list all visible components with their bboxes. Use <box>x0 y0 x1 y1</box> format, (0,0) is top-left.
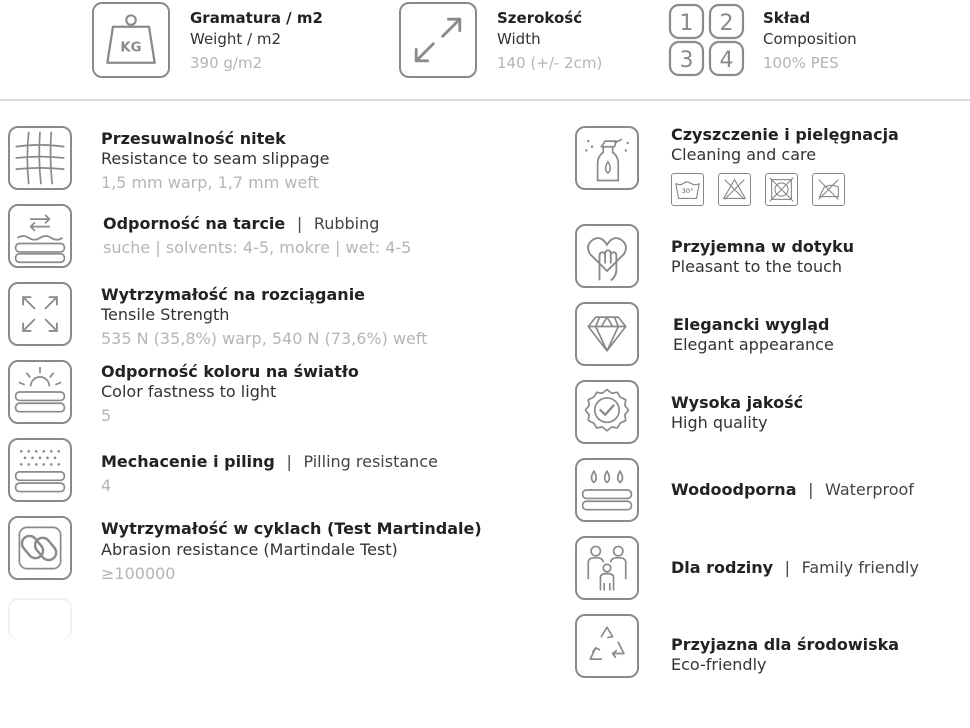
touch-subtitle: Pleasant to the touch <box>671 257 843 276</box>
weight-subtitle: Weight / m2 <box>190 30 282 48</box>
eco-title: Przyjazna dla środowiska <box>671 635 900 654</box>
pilling-value: 4 <box>101 476 112 495</box>
kg-weight-icon <box>92 2 170 78</box>
no-iron-icon <box>812 173 845 206</box>
slippage-value: 1,5 mm warp, 1,7 mm weft <box>101 173 319 192</box>
elegant-title: Elegancki wygląd <box>673 315 830 334</box>
martindale-value: ≥100000 <box>101 564 176 583</box>
weight-value: 390 g/m2 <box>190 54 263 72</box>
composition-value: 100% PES <box>763 54 839 72</box>
header-divider <box>0 99 970 101</box>
martindale-title: Wytrzymałość w cyklach (Test Martindale) <box>101 519 482 538</box>
rubbing-arrows-icon <box>8 204 72 268</box>
svg-text:KG: KG <box>120 40 142 56</box>
elegant-subtitle: Elegant appearance <box>673 335 834 354</box>
fabric-grid-icon <box>8 126 72 190</box>
pilling-title: Mechacenie i piling <box>101 452 275 471</box>
tensile-value: 535 N (35,8%) warp, 540 N (73,6%) weft <box>101 329 428 348</box>
no-bleach-icon <box>718 173 751 206</box>
family-icon <box>575 536 639 600</box>
svg-text:4: 4 <box>719 48 734 73</box>
water-drops-fabric-icon <box>575 458 639 522</box>
tensile-title: Wytrzymałość na rozciąganie <box>101 285 366 304</box>
family-separator: | <box>784 558 791 577</box>
rubbing-title-en: Rubbing <box>313 214 380 233</box>
expand-arrows-icon <box>399 2 477 78</box>
cleaning-subtitle: Cleaning and care <box>671 145 817 164</box>
pilling-dots-icon <box>8 438 72 502</box>
spray-bottle-icon <box>575 126 639 190</box>
touch-title: Przyjemna w dotyku <box>671 237 855 256</box>
waterproof-title: Wodoodporna <box>671 480 797 499</box>
waterproof-separator: | <box>808 480 814 499</box>
width-title: Szerokość <box>497 9 583 27</box>
svg-text:3: 3 <box>679 48 694 73</box>
width-subtitle: Width <box>497 30 541 48</box>
rubbing-title-line <box>103 214 379 233</box>
svg-text:30°: 30° <box>681 186 694 195</box>
pilling-title-line <box>101 452 438 471</box>
quality-subtitle: High quality <box>671 413 768 432</box>
sun-fabric-icon <box>8 360 72 424</box>
pilling-title-en: Pilling resistance <box>303 452 438 471</box>
rubbing-value: suche | solvents: 4-5, mokre | wet: 4-5 <box>103 238 412 257</box>
waterproof-title-en: Waterproof <box>825 480 914 499</box>
hand-heart-icon <box>575 224 639 288</box>
width-value: 140 (+/- 2cm) <box>497 54 603 72</box>
rubbing-title: Odporność na tarcie <box>103 214 286 233</box>
light-title: Odporność koloru na światło <box>101 362 359 381</box>
rubbing-separator: | <box>296 214 303 233</box>
family-title: Dla rodziny <box>671 558 774 577</box>
slippage-title: Przesuwalność nitek <box>101 129 286 148</box>
tensile-subtitle: Tensile Strength <box>101 305 230 324</box>
light-value: 5 <box>101 406 112 425</box>
wash-30-icon <box>671 173 704 206</box>
cleaning-title: Czyszczenie i pielęgnacja <box>671 125 899 144</box>
composition-subtitle: Composition <box>763 30 857 48</box>
light-subtitle: Color fastness to light <box>101 382 277 401</box>
composition-digits-icon <box>668 3 746 77</box>
faded-placeholder-icon <box>8 598 72 640</box>
svg-text:1: 1 <box>679 11 694 36</box>
slippage-subtitle: Resistance to seam slippage <box>101 149 330 168</box>
chain-link-icon <box>8 516 72 580</box>
martindale-subtitle: Abrasion resistance (Martindale Test) <box>101 540 398 559</box>
svg-text:2: 2 <box>719 11 734 36</box>
pilling-separator: | <box>286 452 292 471</box>
family-title-line <box>671 558 919 577</box>
waterproof-title-line <box>671 480 914 499</box>
family-title-en: Family friendly <box>801 558 919 577</box>
tensile-arrows-icon <box>8 282 72 346</box>
composition-title: Skład <box>763 9 811 27</box>
no-tumble-dry-icon <box>765 173 798 206</box>
quality-title: Wysoka jakość <box>671 393 804 412</box>
quality-badge-icon <box>575 380 639 444</box>
recycle-icon <box>575 614 639 678</box>
diamond-icon <box>575 302 639 366</box>
weight-title: Gramatura / m2 <box>190 9 323 27</box>
eco-subtitle: Eco-friendly <box>671 655 767 674</box>
